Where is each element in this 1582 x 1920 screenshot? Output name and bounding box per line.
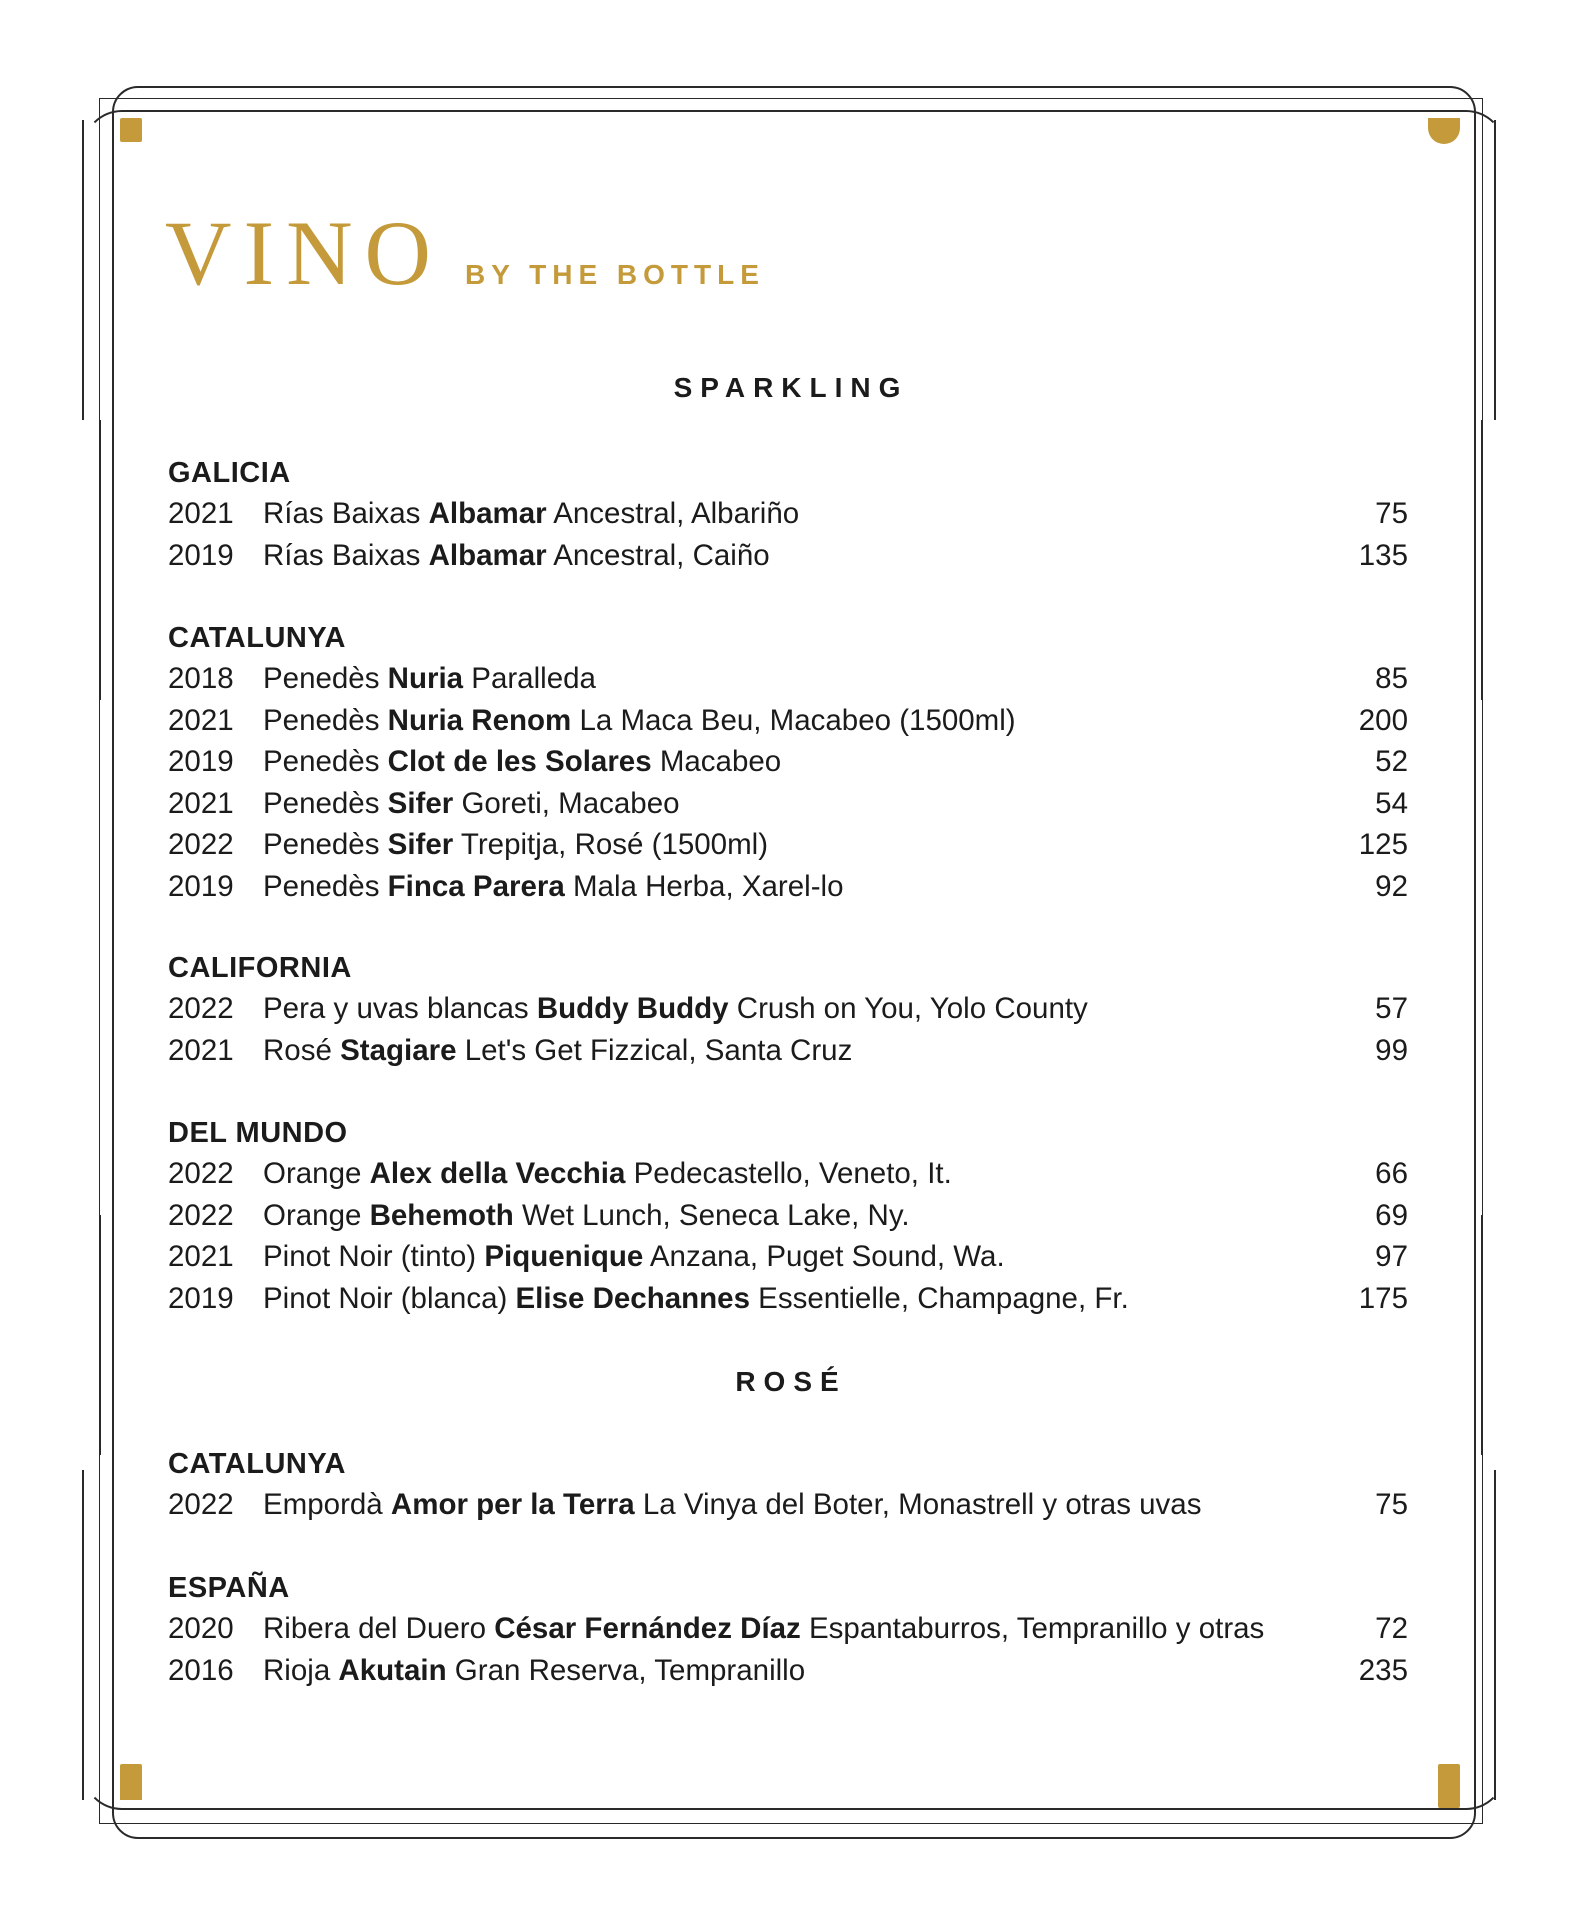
wine-description: Penedès Finca Parera Mala Herba, Xarel-lo [263,869,844,903]
wine-price: 175 [1358,1281,1408,1315]
wine-producer: Nuria [387,662,464,695]
wine-row [168,1236,1408,1278]
frame-rule-left-mid [99,420,101,700]
region-name: GALICIA [168,457,291,489]
wine-year: 2021 [168,786,234,820]
frame-rule-right-low [1481,1215,1483,1455]
wine-price: 75 [1375,497,1408,530]
region-name: ESPAÑA [168,1572,290,1604]
wine-year: 2021 [168,703,234,737]
wine-year: 2019 [168,1281,234,1315]
region-galicia [168,453,1408,576]
wine-description: Penedès Clot de les Solares Macabeo [263,745,782,778]
wine-year: 2019 [168,869,234,903]
wine-producer: Piquenique [484,1240,644,1273]
region-name: CATALUNYA [168,622,346,654]
wine-year: 2021 [168,1240,234,1273]
frame-rule-left-low [99,1215,101,1455]
wine-row [168,658,1408,700]
wine-description: Ribera del Duero César Fernández Díaz Espantaburros, Tempranillo y otras [263,1612,1265,1645]
wine-price: 69 [1375,1198,1408,1232]
wine-year: 2022 [168,1488,234,1521]
wine-year: 2019 [168,538,234,572]
wine-producer: Stagiare [340,1033,457,1067]
wine-row [168,1278,1408,1320]
wine-price: 75 [1375,1488,1408,1521]
wine-year: 2016 [168,1653,234,1687]
wine-description: Penedès Sifer Trepitja, Rosé (1500ml) [263,828,769,861]
wine-row [168,1195,1408,1237]
frame-rule-left-bottom [82,1470,84,1800]
region-name: DEL MUNDO [168,1117,348,1149]
wine-producer: Albamar [428,538,547,572]
wine-year: 2019 [168,745,234,778]
wine-row [168,866,1408,908]
wine-year: 2020 [168,1612,234,1645]
wine-price: 99 [1375,1033,1408,1067]
region-catalunya [168,618,1408,907]
wine-year: 2022 [168,1198,234,1232]
wine-producer: César Fernández Díaz [494,1612,801,1645]
wine-price: 125 [1358,828,1408,861]
wine-producer: Sifer [387,828,454,861]
wine-producer: Alex della Vecchia [369,1157,626,1190]
page-subtitle: BY THE BOTTLE [464,259,765,290]
wine-price: 135 [1358,538,1408,572]
wine-year: 2022 [168,828,234,861]
wine-row [168,535,1408,577]
wine-description: Penedès Sifer Goreti, Macabeo [263,786,680,820]
wine-row [168,1608,1408,1650]
corner-ornament-bottom-left [120,1764,142,1800]
region-california [168,948,1408,1071]
wine-price: 200 [1358,703,1408,737]
wine-producer: Behemoth [369,1198,514,1232]
wine-producer: Nuria Renom [387,703,572,737]
wine-description: Empordà Amor per la Terra La Vinya del Boter, Monastrell y otras uvas [263,1488,1202,1521]
wine-producer: Elise Dechannes [515,1281,750,1315]
wine-description: Orange Alex della Vecchia Pedecastello, Veneto, It. [263,1157,952,1190]
frame-rule-right-mid [1481,420,1483,700]
wine-row [168,1650,1408,1692]
wine-description: Rías Baixas Albamar Ancestral, Caiño [263,538,770,572]
wine-row [168,700,1408,742]
corner-ornament-bottom-right [1438,1764,1460,1808]
frame-rule-right-bottom [1494,1470,1496,1800]
wine-description: Pera y uvas blancas Buddy Buddy Crush on You, Yolo County [263,992,1088,1025]
wine-description: Pinot Noir (blanca) Elise Dechannes Essentielle, Champagne, Fr. [263,1281,1129,1315]
wine-year: 2021 [168,497,234,530]
wine-year: 2022 [168,1157,234,1190]
wine-price: 57 [1375,992,1408,1025]
wine-price: 235 [1358,1653,1408,1687]
wine-price: 54 [1375,786,1408,820]
wine-price: 92 [1375,869,1408,903]
region-catalunya-rose [168,1444,1408,1526]
wine-description: Rías Baixas Albamar Ancestral, Albariño [263,497,800,530]
wine-price: 72 [1375,1612,1408,1645]
region-name: CALIFORNIA [168,952,352,984]
page-title: VINO [165,202,443,304]
wine-price: 52 [1375,745,1408,778]
wine-price: 85 [1375,662,1408,695]
wine-producer: Akutain [338,1653,447,1687]
wine-producer: Sifer [387,786,454,820]
wine-producer: Finca Parera [387,869,565,903]
region-del-mundo [168,1113,1408,1319]
wine-row [168,783,1408,825]
wine-description: Rioja Akutain Gran Reserva, Tempranillo [263,1653,806,1687]
wine-row [168,988,1408,1030]
wine-producer: Clot de les Solares [387,745,652,778]
wine-price: 66 [1375,1157,1408,1190]
wine-producer: Albamar [428,497,547,530]
wine-description: Pinot Noir (tinto) Piquenique Anzana, Puget Sound, Wa. [263,1240,1005,1273]
wine-row [168,493,1408,535]
wine-producer: Amor per la Terra [390,1488,635,1521]
wine-description: Penedès Nuria Renom La Maca Beu, Macabeo (1500ml) [263,703,1016,737]
wine-row [168,824,1408,866]
section-title-sparkling: SPARKLING [673,372,909,403]
wine-year: 2018 [168,662,234,695]
wine-producer: Buddy Buddy [536,992,729,1025]
wine-row [168,1153,1408,1195]
wine-row [168,1030,1408,1072]
region-espana [168,1568,1408,1691]
wine-description: Orange Behemoth Wet Lunch, Seneca Lake, Ny. [263,1198,910,1232]
wine-description: Penedès Nuria Paralleda [263,662,596,695]
wine-row [168,741,1408,783]
wine-year: 2022 [168,992,234,1025]
wine-description: Rosé Stagiare Let's Get Fizzical, Santa Cruz [263,1033,853,1067]
wine-year: 2021 [168,1033,234,1067]
region-name: CATALUNYA [168,1448,346,1480]
corner-ornament-top-left [120,118,142,142]
wine-price: 97 [1375,1240,1408,1273]
page-header [165,200,765,306]
section-title-rose: ROSÉ [735,1366,847,1397]
wine-row [168,1484,1408,1526]
